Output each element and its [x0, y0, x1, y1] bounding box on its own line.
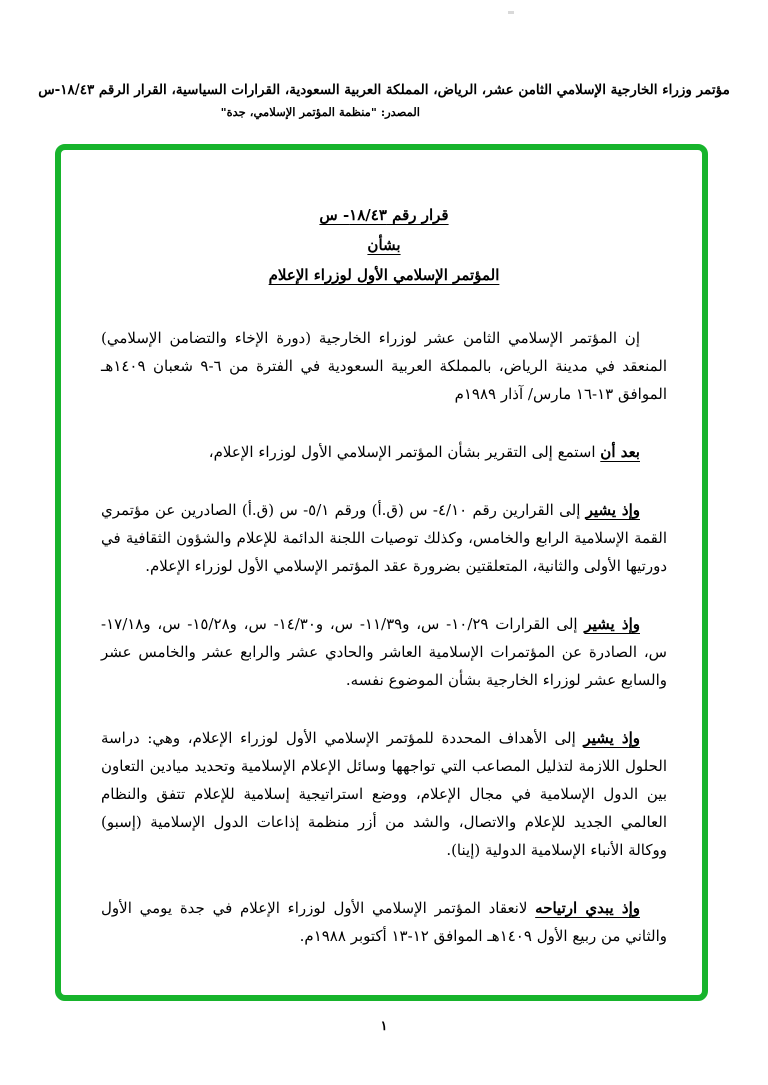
resolution-number-title: قرار رقم ١٨/٤٣- س — [319, 206, 449, 224]
paragraph-text: إلى الأهداف المحددة للمؤتمر الإسلامي الأول لوزراء الإعلام، وهي: دراسة الحلول اللازمة لتذليل المصاعب التي تواجهها وسائل الإعلام الإسلامية وتحديد ميادين التعاون بين الدول الإسلامية في مجال الإعلام، ووضع استراتيجية إسلامية للإعلام تتفق والنظام العالمي الجديد للإعلام والاتصال، والشد من أزر منظمة إذاعات الدول الإسلامية (إسبو) ووكالة الأنباء الإسلامية الدولية (إينا). — [101, 729, 667, 859]
paragraph-lead: وإذ يشير — [583, 729, 640, 747]
paragraph-having-heard — [101, 438, 667, 466]
paragraph-text: استمع إلى التقرير بشأن المؤتمر الإسلامي الأول لوزراء الإعلام، — [208, 443, 601, 461]
resolution-regarding-title: بشأن — [367, 236, 401, 254]
resolution-border-box — [55, 144, 708, 1001]
scan-artifact — [508, 11, 514, 14]
paragraph-preamble — [101, 324, 667, 408]
paragraph-text: إلى القرارين رقم ٤/١٠- س (ق.أ) ورقم ٥/١- س (ق.أ) الصادرين عن مؤتمري القمة الإسلامية الرابع والخامس، وكذلك توصيات اللجنة الدائمة للإعلام والشؤون الثقافية في دورتيها الأولى والثانية، المتعلقتين بضرورة عقد المؤتمر الإسلامي الأول لوزراء الإعلام. — [101, 501, 667, 575]
paragraph-lead: وإذ يبدي ارتياحه — [535, 899, 640, 917]
paragraph-text: إن المؤتمر الإسلامي الثامن عشر لوزراء الخارجية (دورة الإخاء والتضامن الإسلامي) المنعقد في مدينة الرياض، بالمملكة العربية السعودية في الفترة من ٦-٩ شعبان ١٤٠٩هـ الموافق ١٣-١٦ مارس/ آذار ١٩٨٩م — [101, 329, 668, 403]
paragraph-text: لانعقاد المؤتمر الإسلامي الأول لوزراء الإعلام في جدة يومي الأول والثاني من ربيع الأول ١٤٠٩هـ الموافق ١٢-١٣ أكتوبر ١٩٨٨م. — [101, 899, 667, 945]
paragraph-lead: وإذ يشير — [584, 615, 640, 633]
paragraph-objectives — [101, 724, 667, 864]
paragraph-recalling-summits — [101, 496, 667, 580]
paragraph-text: إلى القرارات ١٠/٢٩- س، و١١/٣٩- س، و١٤/٣٠- س، و١٥/٢٨- س، و١٧/١٨- س، الصادرة عن المؤتمرات الإسلامية العاشر والحادي عشر والرابع عشر والخامس عشر والسابع عشر لوزراء الخارجية بشأن الموضوع نفسه. — [101, 615, 667, 689]
resolution-subject-title: المؤتمر الإسلامي الأول لوزراء الإعلام — [268, 266, 500, 284]
paragraph-lead: بعد أن — [600, 443, 640, 461]
paragraph-satisfaction — [101, 894, 667, 950]
paragraph-lead: وإذ يشير — [585, 501, 640, 519]
document-source-header: مؤتمر وزراء الخارجية الإسلامي الثامن عشر، الرياض، المملكة العربية السعودية، القرارات السياسية، القرار الرقم ١٨/٤٣-س — [38, 82, 730, 98]
document-source-line: المصدر: "منظمة المؤتمر الإسلامي، جدة" — [220, 105, 420, 119]
resolution-title-block — [101, 200, 667, 290]
paragraph-recalling-resolutions — [101, 610, 667, 694]
page-number: ١ — [380, 1019, 388, 1034]
